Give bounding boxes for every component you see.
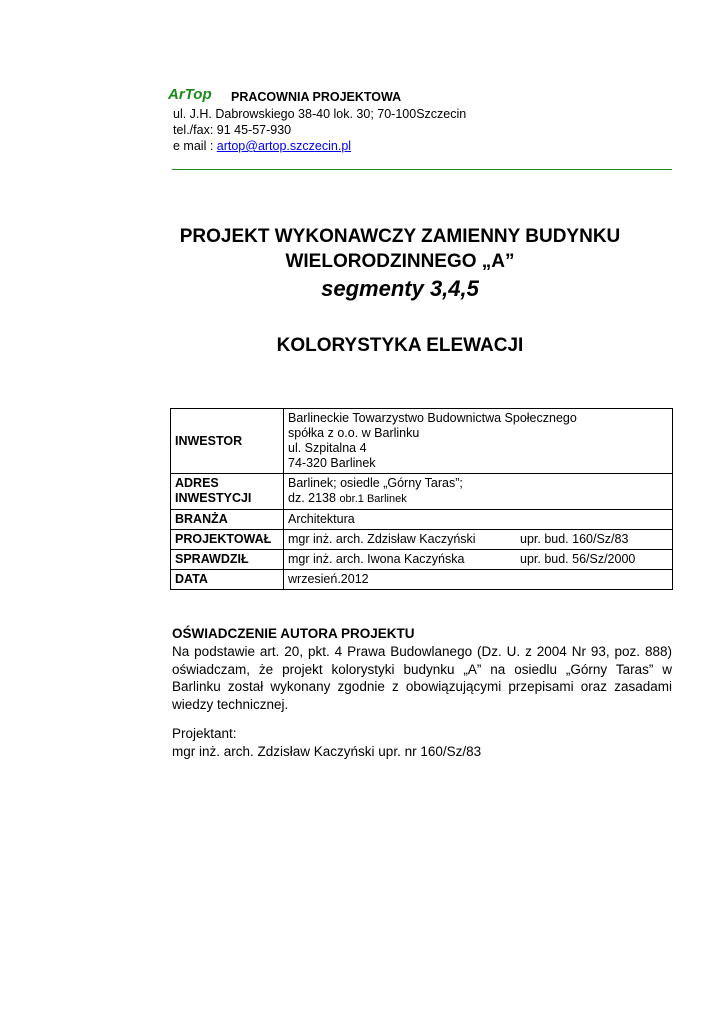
plot-number: dz. 2138	[288, 491, 340, 505]
checker-label: SPRAWDZIŁ	[171, 550, 284, 570]
plot-district: obr.1 Barlinek	[339, 493, 407, 505]
studio-phone: tel./fax: 91 45-57-930	[173, 123, 292, 137]
address-line: Barlinek; osiedle „Górny Taras”;	[288, 476, 463, 490]
investor-value	[284, 409, 673, 474]
document-subtitle: KOLORYSTYKA ELEWACJI	[276, 335, 524, 356]
designer-license: upr. bud. 160/Sz/83	[520, 532, 629, 546]
header-divider	[172, 169, 672, 170]
email-link[interactable]: artop@artop.szczecin.pl	[216, 139, 352, 153]
table-row	[171, 530, 673, 550]
signer-name: mgr inż. arch. Zdzisław Kaczyński upr. nr 160/Sz/83	[172, 744, 482, 759]
investor-line: Barlineckie Towarzystwo Budownictwa Społecznego	[288, 411, 577, 425]
studio-address: ul. J.H. Dabrowskiego 38-40 lok. 30; 70-100Szczecin	[173, 107, 467, 121]
table-row	[171, 409, 673, 474]
project-info-table	[170, 408, 673, 590]
designer-name: mgr inż. arch. Zdzisław Kaczyński	[288, 532, 476, 546]
address-label-line: ADRES	[175, 476, 219, 490]
title-line-1: PROJEKT WYKONAWCZY ZAMIENNY BUDYNKU	[179, 226, 621, 247]
studio-name: PRACOWNIA PROJEKTOWA	[231, 90, 402, 104]
investor-line: ul. Szpitalna 4	[288, 441, 367, 455]
signer-label: Projektant:	[172, 726, 237, 741]
address-value	[284, 474, 673, 510]
title-segments: segmenty 3,4,5	[321, 276, 479, 301]
declaration-heading: OŚWIADCZENIE AUTORA PROJEKTU	[172, 626, 415, 641]
table-row	[171, 510, 673, 530]
date-label: DATA	[171, 570, 284, 590]
table-row	[171, 550, 673, 570]
checker-license: upr. bud. 56/Sz/2000	[520, 552, 636, 566]
address-label-line: INWESTYCJI	[175, 491, 252, 505]
email-label: e mail :	[173, 139, 217, 153]
branch-value: Architektura	[284, 510, 673, 530]
investor-line: 74-320 Barlinek	[288, 456, 376, 470]
investor-label: INWESTOR	[171, 409, 284, 474]
designer-value	[284, 530, 673, 550]
checker-value	[284, 550, 673, 570]
checker-name: mgr inż. arch. Iwona Kaczyńska	[288, 552, 465, 566]
address-line	[288, 491, 668, 507]
declaration-body: Na podstawie art. 20, pkt. 4 Prawa Budowlanego (Dz. U. z 2004 Nr 93, poz. 888) oświadczam, że projekt kolorystyki budynku „A” na osiedlu „Górny Taras” w Barlinku został wykonany zgodnie z obowiązującymi przepisami oraz zasadami wiedzy technicznej.	[172, 644, 672, 712]
title-line-2: WIELORODZINNEGO „A”	[285, 251, 515, 272]
designer-label: PROJEKTOWAŁ	[171, 530, 284, 550]
table-row	[171, 570, 673, 590]
date-value: wrzesień.2012	[284, 570, 673, 590]
address-label	[171, 474, 284, 510]
table-row	[171, 474, 673, 510]
investor-line: spółka z o.o. w Barlinku	[288, 426, 420, 440]
branch-label: BRANŻA	[171, 510, 284, 530]
brand-logo-text: ArTop	[168, 86, 212, 103]
studio-email-row	[173, 138, 351, 154]
